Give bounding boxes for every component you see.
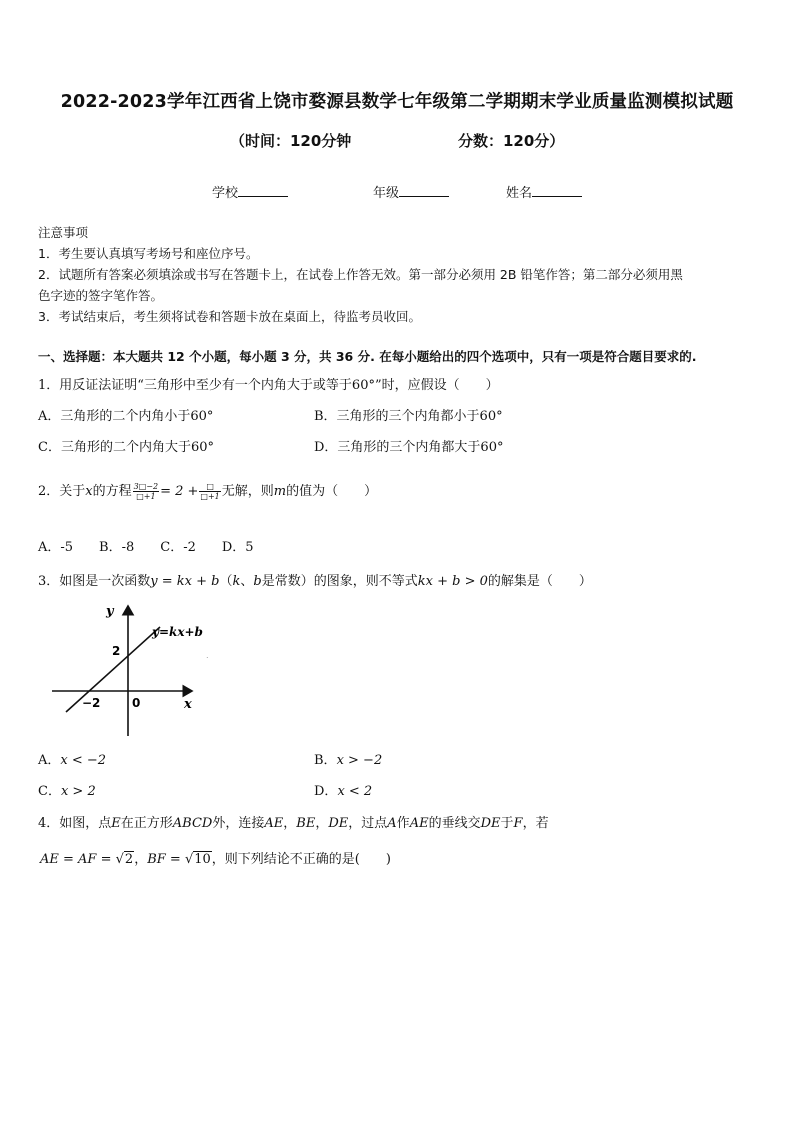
q2-text: 2．关于 — [38, 484, 86, 499]
q2-eq: = 2 + — [160, 484, 199, 499]
q2-options[interactable]: A．-5 B．-8 C．-2 D．5 — [38, 540, 254, 555]
q3-option-a[interactable]: A．x < −2 — [38, 753, 107, 768]
q1-stem: 1．用反证法证明“三角形中至少有一个内角大于或等于60°”时，应假设（ ） — [38, 378, 499, 393]
notice-item: 3．考试结束后，考生须将试卷和答题卡放在桌面上，待监考员收回。 — [38, 309, 421, 324]
y-axis-label: y — [106, 604, 114, 619]
q2-text: 的值为（ ） — [286, 484, 378, 499]
school-blank — [238, 184, 288, 197]
line-label: y=kx+b — [152, 625, 203, 639]
school-field[interactable] — [212, 182, 288, 201]
exam-time: （时间：120分钟 — [230, 132, 352, 150]
q4-stem-line2: AE = AF = √2，BF = √10，则下列结论不正确的是( ) — [40, 852, 391, 867]
notice-block — [38, 222, 683, 327]
section-heading: 一、选择题：本大题共 12 个小题，每小题 3 分，共 36 分. 在每小题给出的四个选项中，只有一项是符合题目要求的. — [38, 349, 697, 364]
school-label: 学校 — [212, 186, 239, 201]
q2-text: 的方程 — [92, 484, 132, 499]
q1-option-b[interactable]: B．三角形的三个内角都小于60° — [314, 409, 503, 424]
exam-score: 分数：120分） — [458, 132, 565, 150]
notice-item: 2．试题所有答案必须填涂或书写在答题卡上，在试卷上作答无效。第一部分必须用 2B 铅笔作答；第二部分必须用黑 — [38, 267, 683, 282]
svg-text:.: . — [206, 651, 209, 660]
q2-var: x — [85, 484, 93, 499]
q1-option-d[interactable]: D．三角形的三个内角都大于60° — [314, 440, 504, 455]
x-axis-label: x — [184, 697, 192, 712]
name-label: 姓名 — [506, 186, 533, 201]
q4-stem-line1: 4．如图，点E在正方形ABCD外，连接AE，BE，DE，过点A作AE的垂线交DE于F，若 — [38, 816, 549, 831]
page-title: 2022-2023学年江西省上饶市婺源县数学七年级第二学期期末学业质量监测模拟试题 — [60, 92, 734, 112]
q1-option-a[interactable]: A．三角形的二个内角小于60° — [38, 409, 214, 424]
q2-fraction-2: $\frac{□}{□+1}$ — [200, 482, 220, 501]
q3-option-b[interactable]: B．x > −2 — [314, 753, 383, 768]
q1-option-c[interactable]: C．三角形的二个内角大于60° — [38, 440, 214, 455]
q2-fraction-1: $\frac{3□-2}{□+1}$ — [133, 482, 159, 501]
q3-option-c[interactable]: C．x > 2 — [38, 784, 96, 799]
q2-text: 无解，则 — [221, 484, 274, 499]
q3-option-d[interactable]: D．x < 2 — [314, 784, 373, 799]
grade-field[interactable] — [373, 182, 449, 201]
q3-stem: 3．如图是一次函数y = kx + b（k、b是常数）的图象，则不等式kx + b > 0的解集是（ ） — [38, 574, 592, 589]
q3-inequality: kx + b > 0 — [417, 574, 488, 589]
name-field[interactable] — [506, 182, 582, 201]
origin-label: 0 — [132, 696, 141, 710]
x-intercept-label: −2 — [82, 696, 101, 710]
function-line — [66, 627, 160, 712]
notice-heading: 注意事项 — [38, 225, 89, 240]
grade-blank — [399, 184, 449, 197]
y-intercept-label: 2 — [112, 644, 121, 658]
q2-stem — [38, 478, 377, 506]
linear-function-graph — [48, 600, 218, 740]
q3-function: y = kx + b — [150, 574, 220, 589]
name-blank — [532, 184, 582, 197]
q2-m: m — [273, 484, 287, 499]
notice-item: 色字迹的签字笔作答。 — [38, 288, 164, 303]
notice-item: 1．考生要认真填写考场号和座位序号。 — [38, 246, 259, 261]
grade-label: 年级 — [373, 186, 400, 201]
